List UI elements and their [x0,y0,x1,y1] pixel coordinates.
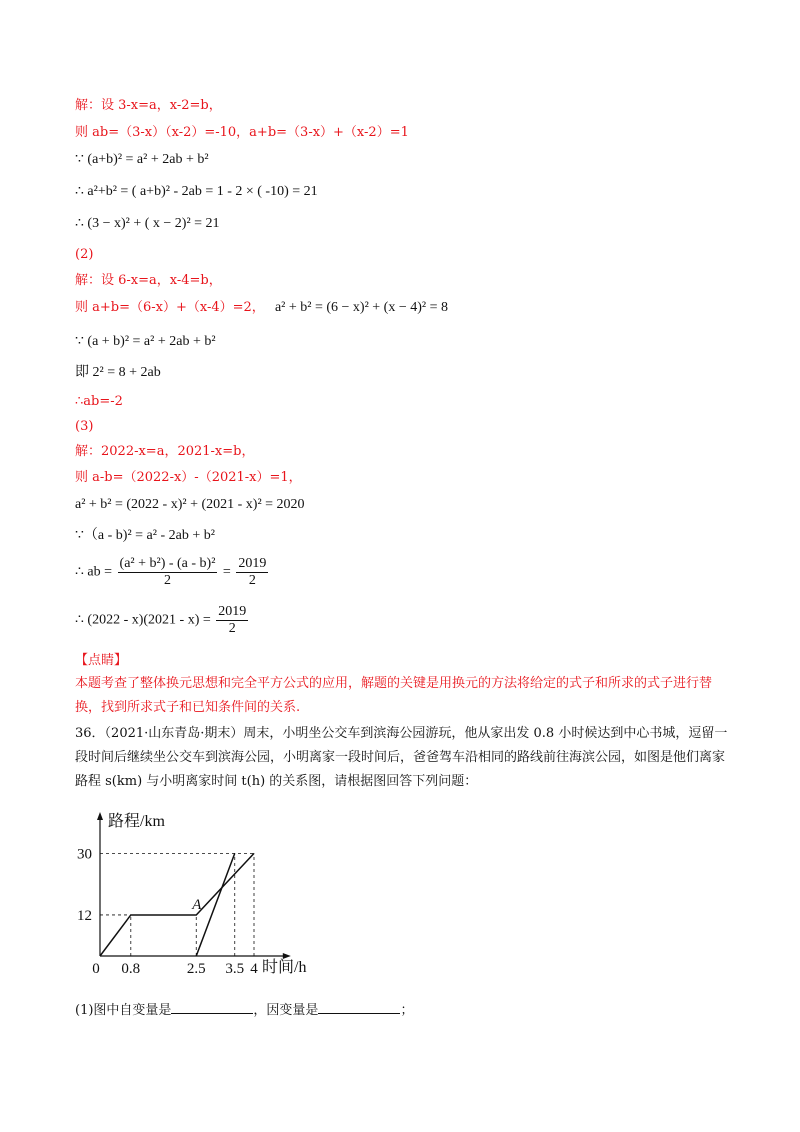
formula-line: 即 2² = 8 + 2ab [75,365,161,380]
answer-blank[interactable] [171,999,253,1014]
distance-time-graph [70,808,370,988]
comment-text: 本题考查了整体换元思想和完全平方公式的应用，解题的关键是用换元的方法将给定的式子和所求的式子进行替换，找到所求式子和已知条件间的关系. [75,676,713,715]
sub-question-text: ； [400,1003,414,1018]
solution-line: 解：2022-x=a，2021-x=b， [75,444,255,459]
formula-line: ∴ (3 − x)² + ( x − 2)² = 21 [75,216,220,231]
formula-lhs: ∴ (2022 - x)(2021 - x) = [75,612,211,628]
solution-line: 解：设 6-x=a，x-4=b， [75,273,222,288]
fraction-denominator: 2 [163,573,171,588]
solution-line: 则 a-b=（2022-x）-（2021-x）=1， [75,470,302,485]
fraction-numerator: 2019 [218,604,247,619]
fraction [118,556,218,589]
part-number: (2) [75,247,94,262]
x-tick-label: 4 [250,961,258,977]
formula-line: ∵ (a+b)² = a² + 2ab + b² [75,152,209,167]
point-label-a: A [192,896,202,913]
fraction [236,556,268,589]
y-tick-label: 12 [77,907,92,924]
solution-line: 解：设 3-x=a，x-2=b， [75,98,222,113]
fraction-numerator: 2019 [238,556,267,571]
fraction-denominator: 2 [228,621,236,636]
solution-line: ∴ab=-2 [75,394,123,409]
comment-title: 【点睛】 [75,653,128,668]
origin-label: 0 [92,961,100,977]
solution-line [75,299,448,317]
formula-line [75,556,270,589]
sub-question-text: (1)图中自变量是 [75,1003,172,1018]
x-tick-label: 3.5 [225,961,245,977]
formula-line: ∵ (a + b)² = a² + 2ab + b² [75,334,216,349]
equals-sign: = [222,564,231,580]
answer-blank[interactable] [318,999,400,1014]
formula-lhs: ∴ ab = [75,564,113,580]
y-axis-label: 路程/km [108,813,165,830]
solution-text: 则 a+b=（6-x）+（x-4）=2， [75,300,265,315]
xiaoming-line [100,853,254,956]
x-tick-label: 2.5 [186,961,206,977]
solution-line: 则 ab=（3-x）（x-2）=-10，a+b=（3-x）+（x-2）=1 [75,125,409,140]
x-tick-label: 0.8 [121,961,141,977]
sub-question [75,999,413,1020]
formula-line: ∵（a - b)² = a² - 2ab + b² [75,528,215,543]
question-text: 36．（2021·山东青岛·期末）周末，小明坐公交车到滨海公园游玩，他从家出发 0.8 小时候达到中心书城，逗留一段时间后继续坐公交车到滨海公园，小明离家一段时间后，爸爸驾车沿相同的路线前往海滨公园，如图是他们离家路程 s(km) 与小明离家时间 t(h) 的关系图，请根据图回答下列问题： [75,726,728,789]
y-tick-label: 30 [77,846,92,863]
formula-line: ∴ a²+b² = ( a+b)² - 2ab = 1 - 2 × ( -10) = 21 [75,184,318,199]
formula-line: a² + b² = (2022 - x)² + (2021 - x)² = 2020 [75,497,305,512]
fraction-numerator: (a² + b²) - (a - b)² [119,556,216,571]
formula-text: a² + b² = (6 − x)² + (x − 4)² = 8 [274,300,448,315]
part-number: (3) [75,419,94,434]
x-axis-label: 时间/h [262,959,307,976]
fraction-denominator: 2 [248,573,256,588]
fraction [216,604,248,637]
father-line [196,853,235,956]
sub-question-text: ，因变量是 [253,1003,319,1018]
formula-line [75,604,250,637]
y-axis-arrow [97,812,103,820]
